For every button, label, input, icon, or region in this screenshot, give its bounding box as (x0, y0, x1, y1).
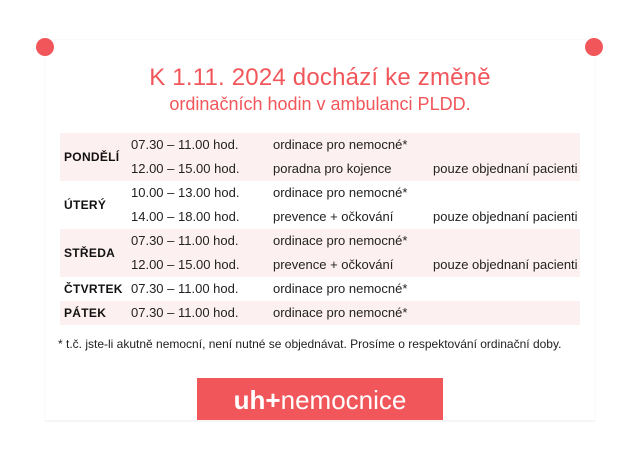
notice-subtitle: ordinačních hodin v ambulanci PLDD. (169, 94, 471, 114)
pin-dot-right (585, 38, 603, 56)
service-type: poradna pro kojence (273, 161, 392, 176)
logo-prefix: uh+ (233, 385, 281, 415)
time-range: 12.00 – 15.00 hod. (131, 161, 240, 176)
bottom-divider (45, 420, 595, 422)
day-group (60, 301, 580, 325)
time-range: 07.30 – 11.00 hod. (131, 233, 239, 248)
time-range: 07.30 – 11.00 hod. (131, 305, 239, 320)
day-group (60, 133, 580, 181)
service-type: ordinace pro nemocné* (273, 281, 408, 296)
footnote: * t.č. jste-li akutně nemocní, není nutné se objednávat. Prosíme o respektování ordinační doby. (58, 337, 562, 351)
service-type: prevence + očkování (273, 257, 394, 272)
schedule-row (60, 181, 580, 205)
day-group (60, 181, 580, 229)
time-range: 14.00 – 18.00 hod. (131, 209, 240, 224)
time-range: 07.30 – 11.00 hod. (131, 281, 239, 296)
schedule-row (60, 253, 580, 277)
service-type: ordinace pro nemocné* (273, 185, 408, 200)
day-label: PONDĚLÍ (64, 150, 120, 164)
day-label: STŘEDA (64, 246, 116, 260)
time-range: 10.00 – 13.00 hod. (131, 185, 240, 200)
booking-note: pouze objednaní pacienti (433, 257, 578, 272)
logo-name: nemocnice (280, 385, 407, 415)
time-range: 07.30 – 11.00 hod. (131, 137, 239, 152)
service-type: ordinace pro nemocné* (273, 305, 408, 320)
day-label: PÁTEK (64, 306, 107, 320)
hospital-logo (197, 378, 443, 422)
booking-note: pouze objednaní pacienti (433, 161, 578, 176)
booking-note: pouze objednaní pacienti (433, 209, 578, 224)
notice-title: K 1.11. 2024 dochází ke změně (149, 64, 491, 91)
day-group (60, 229, 580, 277)
day-label: ÚTERÝ (64, 198, 107, 212)
pin-dot-left (36, 38, 54, 56)
service-type: ordinace pro nemocné* (273, 137, 408, 152)
service-type: prevence + očkování (273, 209, 394, 224)
service-type: ordinace pro nemocné* (273, 233, 408, 248)
schedule-row (60, 277, 580, 301)
day-group (60, 277, 580, 301)
time-range: 12.00 – 15.00 hod. (131, 257, 240, 272)
schedule-row (60, 301, 580, 325)
schedule-row (60, 229, 580, 253)
schedule-row (60, 205, 580, 229)
schedule-row (60, 133, 580, 157)
schedule-table (60, 133, 580, 325)
schedule-row (60, 157, 580, 181)
day-label: ČTVRTEK (64, 282, 123, 296)
